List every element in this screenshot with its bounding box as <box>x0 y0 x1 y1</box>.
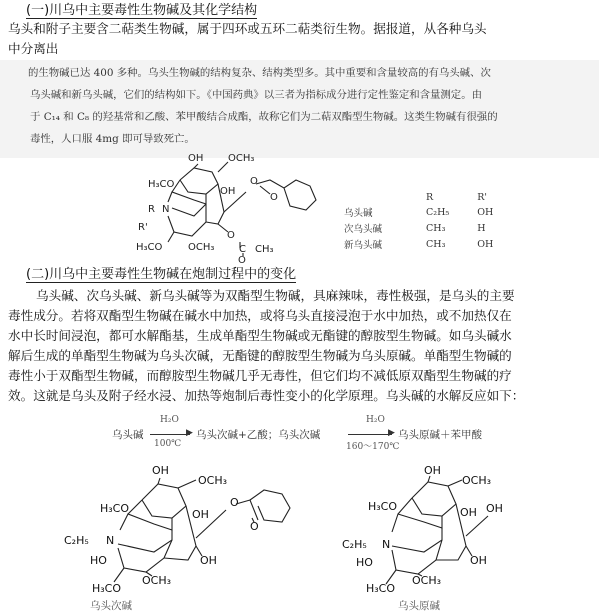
section2-line2: 毒性成分。若将双酯型生物碱在碱水中加热，或将乌头直接浸泡于水中加热，或不加热仅在 <box>8 308 512 323</box>
atom-oh-mid: OH <box>220 186 236 197</box>
atom-c2h5: C₂H₅ <box>64 534 89 547</box>
table-cell: 乌头碱 <box>344 208 373 219</box>
table-cell: 次乌头碱 <box>344 224 383 235</box>
atom-c: C <box>239 244 246 255</box>
scan-excerpt <box>0 60 599 158</box>
atom-och3-top: OCH₃ <box>462 474 492 487</box>
atom-oh-c8: OH <box>486 502 503 515</box>
benzoylaconine-caption: 乌头次碱 <box>90 600 132 612</box>
atom-h3co: H₃CO <box>368 500 398 513</box>
section2-line1: 乌头碱、次乌头碱、新乌头碱等为双酯型生物碱，具麻辣味，毒性极强，是乌头的主要 <box>36 288 515 303</box>
scan-line3: 于 C₁₄ 和 C₈ 的羟基常和乙酸、苯甲酸结合成酯，故称它们为二萜双酯型生物碱。这类生物碱有很强的 <box>30 111 498 123</box>
atom-oh: OH <box>152 464 169 477</box>
arrow2-head-icon: ▶ <box>388 428 395 438</box>
reaction-start: 乌头碱 <box>112 429 144 441</box>
atom-h3co-bottom: H₃CO <box>92 582 122 595</box>
atom-och3-bottom: OCH₃ <box>412 574 442 587</box>
atom-n: N <box>106 534 115 547</box>
table-cell: H <box>477 222 486 234</box>
section2-line6: 效。这就是乌头及附子经水浸、加热等炮制后毒性变小的化学原理。乌头碱的水解反应如下： <box>8 388 525 403</box>
aconine-caption: 乌头原碱 <box>398 600 440 612</box>
atom-c2h5: C₂H₅ <box>342 538 367 551</box>
section2-line4: 解后生成的单酯型生物碱为乌头次碱，无酯键的醇胺型生物碱为乌头原碱。单酯型生物碱的 <box>8 348 512 363</box>
table-cell: CH₃ <box>426 238 446 250</box>
table-row <box>338 237 499 253</box>
atom-o-carbonyl: O <box>250 520 259 533</box>
atom-oh: OH <box>424 464 441 477</box>
section1-title <box>26 2 257 19</box>
arrow1-line <box>150 434 190 435</box>
table-header-cell: R' <box>477 192 487 203</box>
scan-line1: 的生物碱已达 400 多种。乌头生物碱的结构复杂、结构类型多。其中重要和含量较高的有乌头碱、次 <box>28 67 491 79</box>
section1-line1: 乌头和附子主要含二萜类生物碱，属于四环或五环二萜类衍生物。据报道，从各种乌头 <box>8 21 487 36</box>
atom-och3-top: OCH₃ <box>198 474 228 487</box>
table-row <box>338 205 499 221</box>
atom-o-ester2: O <box>227 230 235 241</box>
section1-title-text: (一)川乌中主要毒性生物碱及其化学结构 <box>26 3 258 18</box>
arrow2-line <box>348 434 392 435</box>
atom-och3-bottom: OCH₃ <box>142 574 172 587</box>
table-header-row <box>338 192 499 205</box>
atom-h3co: H₃CO <box>100 502 130 515</box>
section2-line5: 毒性小于双酯型生物碱，而醇胺型生物碱几乎无毒性，但它们均不减低原双酯型生物碱的疗 <box>8 368 512 383</box>
arrow1-head-icon: ▶ <box>186 428 193 438</box>
atom-och3-bottom: OCH₃ <box>188 242 215 253</box>
atom-h3co-bottom: H₃CO <box>136 242 163 253</box>
section1-line2: 中分离出 <box>8 41 59 56</box>
aconitine-structure <box>110 150 330 265</box>
reaction-equation <box>112 415 582 459</box>
section2-title <box>26 266 296 283</box>
scan-line4: 毒性，人口服 4mg 即可导致死亡。 <box>30 133 195 145</box>
table-cell: OH <box>477 206 494 218</box>
benzoylaconine-structure <box>64 460 314 600</box>
atom-o-acetyl: O <box>238 255 246 265</box>
table-header-cell: R <box>426 192 434 203</box>
atom-o-ester: O <box>230 496 239 509</box>
table-cell: CH₃ <box>426 222 446 234</box>
atom-n: N <box>162 204 170 215</box>
atom-oh-right: OH <box>470 554 487 567</box>
section2-line3: 水中长时间浸泡，都可水解酯基，生成单酯型生物碱或无酯键的醇胺型生物碱。如乌头碱水 <box>8 328 512 343</box>
arrow2-top: H₂O <box>366 415 385 425</box>
atom-oh-mid: OH <box>460 506 477 519</box>
table-header-cell <box>338 192 388 205</box>
atom-o-ester1-carbonyl: O <box>270 192 278 203</box>
atom-h3co-bottom: H₃CO <box>366 582 396 595</box>
atom-oh-right: OH <box>200 554 217 567</box>
atom-oh: OH <box>188 153 204 164</box>
atom-h3co: H₃CO <box>148 179 175 190</box>
reaction-end: 乌头原碱＋苯甲酸 <box>398 429 482 441</box>
atom-n: N <box>382 538 391 551</box>
table-cell: C₂H₅ <box>426 206 450 218</box>
table-cell: 新乌头碱 <box>344 240 383 251</box>
atom-ho: HO <box>90 554 107 567</box>
arrow1-top: H₂O <box>160 415 179 425</box>
atom-oh-mid: OH <box>192 508 209 521</box>
substituent-table <box>338 192 499 253</box>
arrow1-bottom: 100℃ <box>154 439 182 449</box>
atom-ho: HO <box>356 556 373 569</box>
section2-title-text: (二)川乌中主要毒性生物碱在炮制过程中的变化 <box>26 267 297 282</box>
scan-line2: 乌头碱和新乌头碱，它们的结构如下。《中国药典》以三者为指标成分进行定性鉴定和含量测定。由 <box>30 89 482 101</box>
aconine-structure <box>342 460 522 600</box>
atom-och3-top: OCH₃ <box>228 153 255 164</box>
reaction-mid: 乌头次碱+乙酸；乌头次碱 <box>196 429 321 441</box>
arrow2-bottom: 160～170℃ <box>346 442 400 452</box>
atom-o-ester1: O <box>250 176 258 187</box>
table-row <box>338 221 499 237</box>
atom-rprime: R' <box>138 222 148 233</box>
atom-r: R <box>148 204 155 215</box>
atom-ch3: CH₃ <box>255 244 274 255</box>
table-cell: OH <box>477 238 494 250</box>
